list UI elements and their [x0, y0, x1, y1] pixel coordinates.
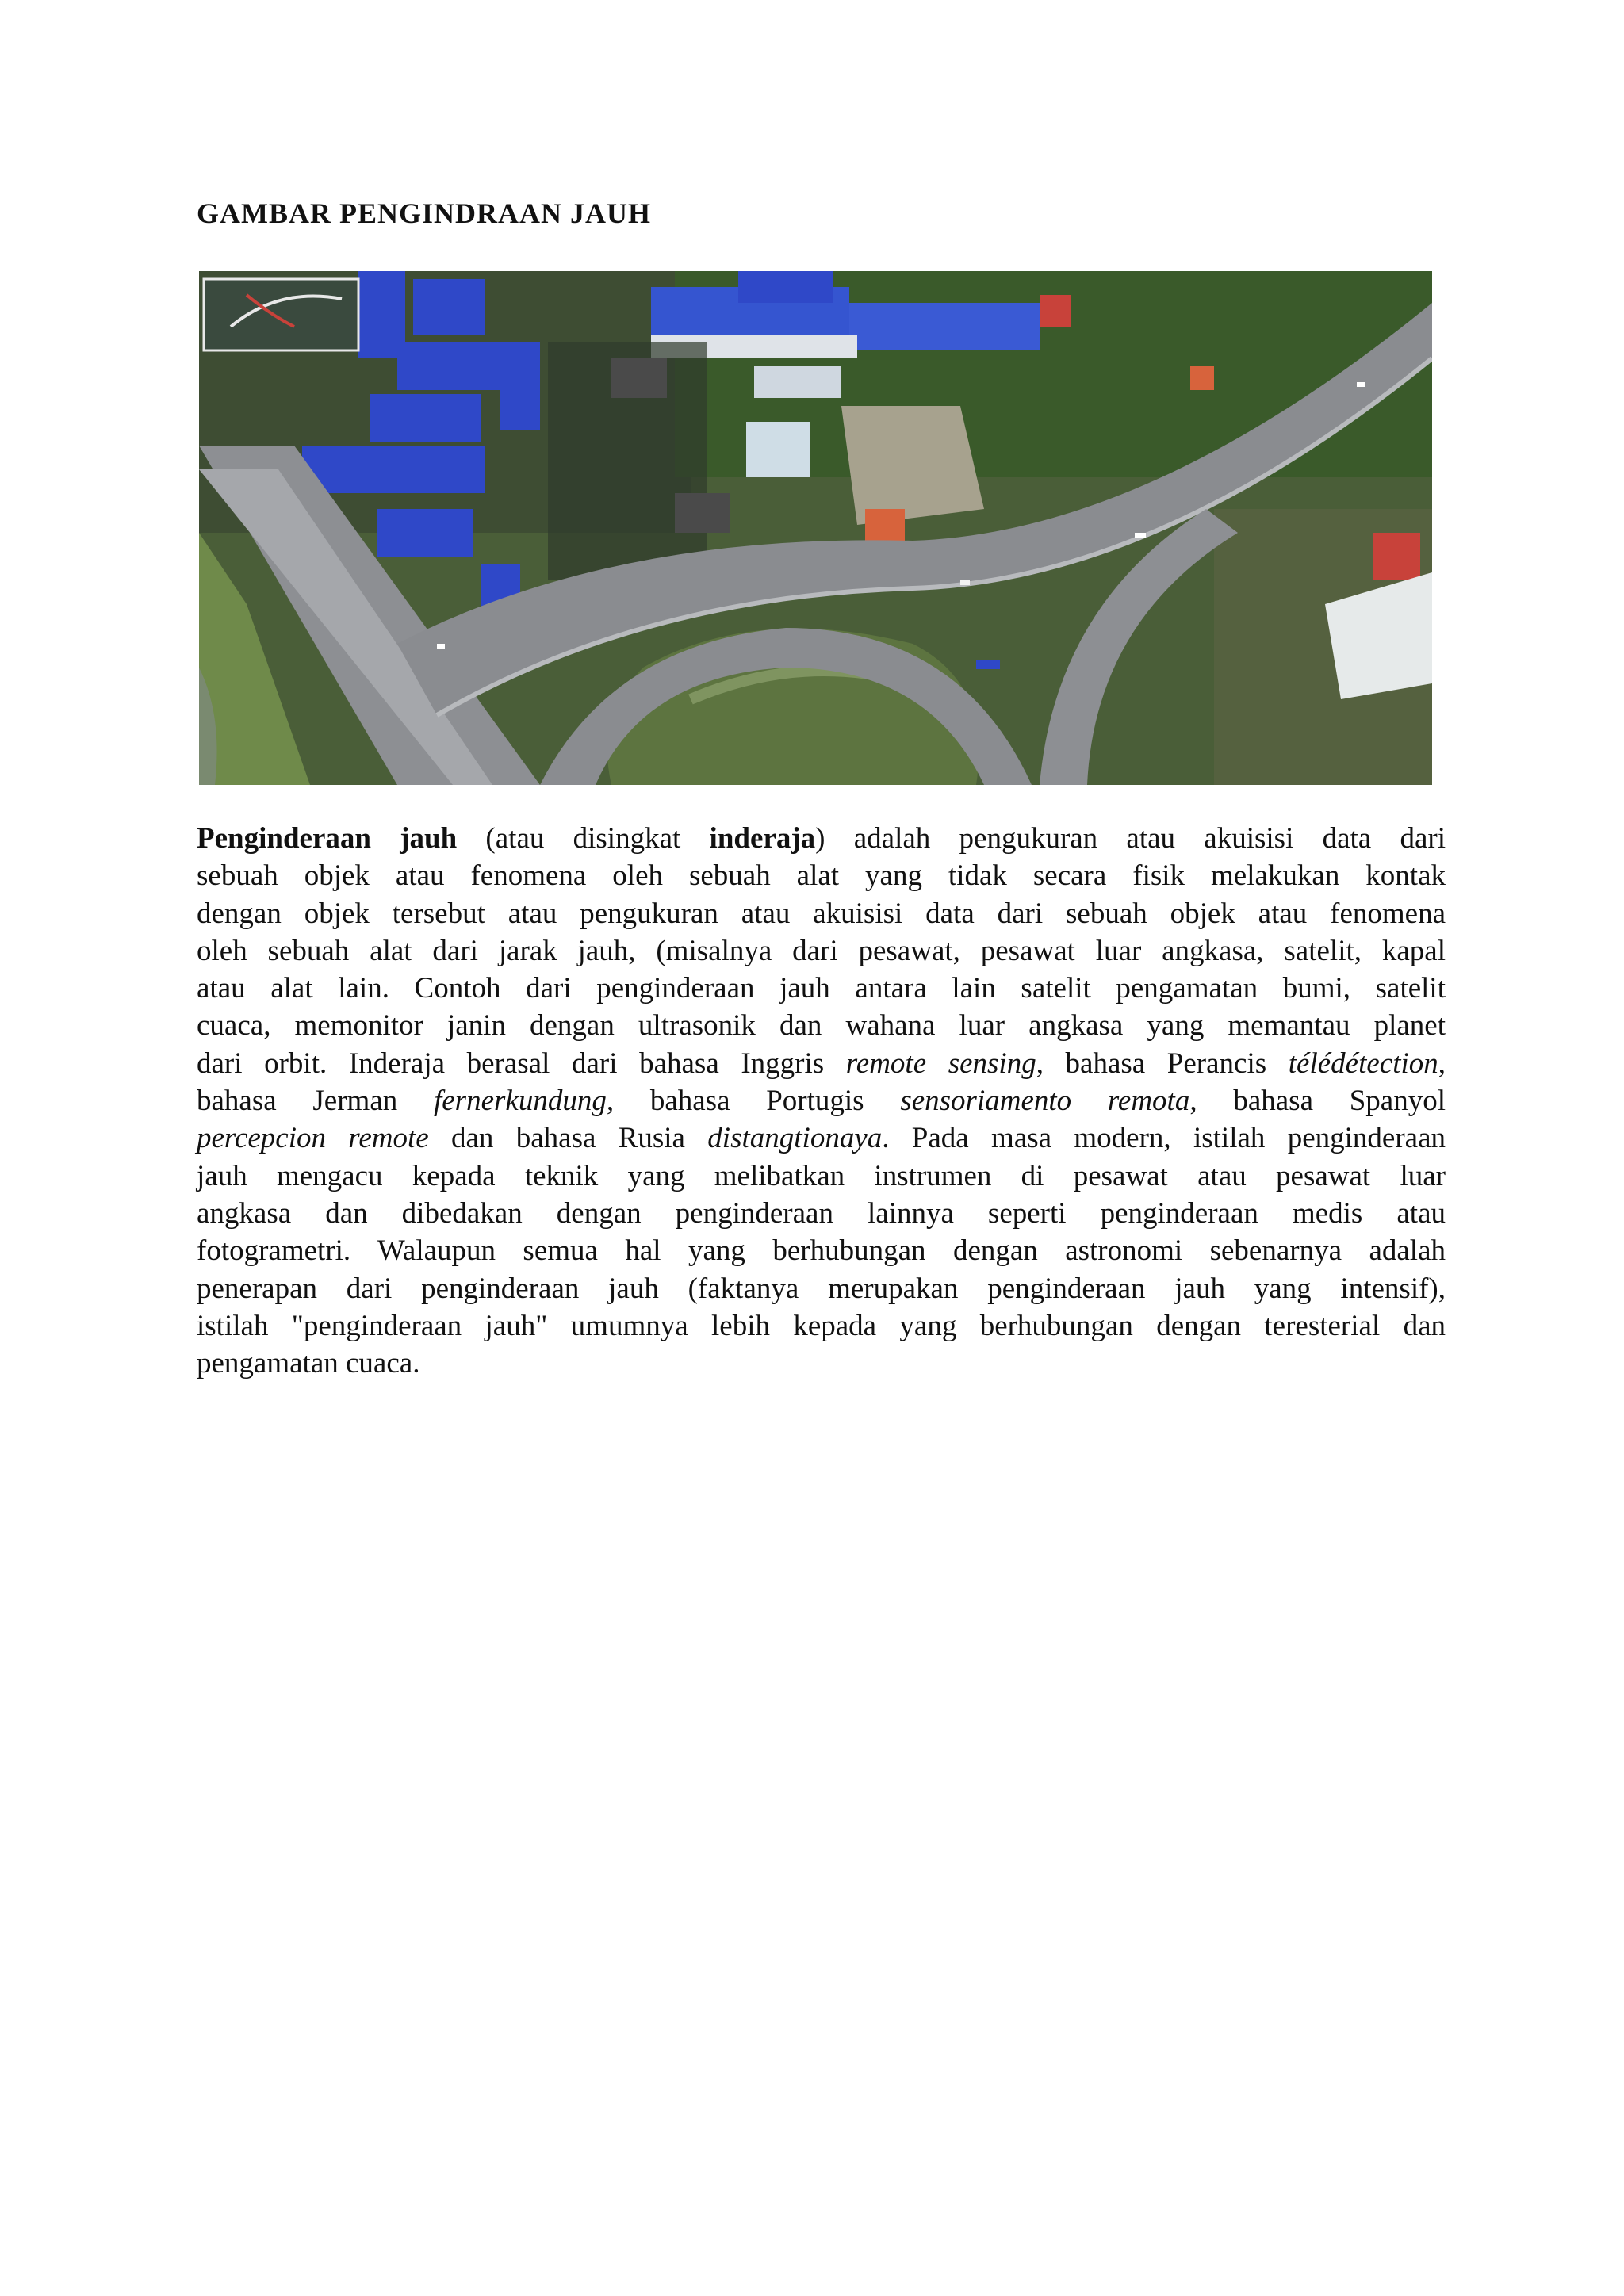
paragraph-line — [197, 1307, 1446, 1345]
italic-term: fernerkundung — [433, 1085, 607, 1118]
text-run: penerapan dari penginderaan jauh (faktanya merupakan penginderaan jauh yang intensif), — [197, 1272, 1446, 1305]
text-run: sebuah objek atau fenomena oleh sebuah alat yang tidak secara fisik melakukan kontak — [197, 859, 1446, 893]
paragraph-line — [197, 820, 1446, 857]
text-run: angkasa dan dibedakan dengan penginderaan lainnya seperti penginderaan medis atau — [197, 1196, 1446, 1230]
text-run: , — [1438, 1047, 1446, 1080]
text-run: dari orbit. Inderaja berasal dari bahasa Inggris — [197, 1047, 846, 1080]
text-run: atau alat lain. Contoh dari penginderaan jauh antara lain satelit pengamatan bumi, satelit — [197, 972, 1446, 1005]
italic-term: distangtionaya — [707, 1122, 883, 1155]
italic-term: remote sensing — [845, 1047, 1036, 1080]
paragraph-line — [197, 1345, 1446, 1382]
paragraph-line — [197, 1082, 1446, 1119]
body-paragraph — [197, 820, 1446, 1382]
text-run: dengan objek tersebut atau pengukuran atau akuisisi data dari sebuah objek atau fenomena — [197, 897, 1446, 930]
italic-term: sensoriamento remota — [900, 1085, 1190, 1118]
paragraph-line — [197, 1195, 1446, 1232]
text-run: , bahasa Perancis — [1036, 1047, 1289, 1080]
paragraph-line — [197, 1270, 1446, 1307]
bold-term: inderaja — [709, 822, 816, 855]
text-run: . Pada masa modern, istilah penginderaan — [882, 1122, 1446, 1155]
text-run: oleh sebuah alat dari jarak jauh, (misalnya dari pesawat, pesawat luar angkasa, satelit, kapal — [197, 934, 1446, 967]
italic-term: télédétection — [1288, 1047, 1438, 1080]
text-run: pengamatan cuaca. — [197, 1347, 420, 1380]
paragraph-line — [197, 932, 1446, 970]
text-run: , bahasa Spanyol — [1189, 1085, 1446, 1118]
bold-term: Penginderaan jauh — [197, 822, 458, 855]
paragraph-line — [197, 1119, 1446, 1157]
text-run: ) adalah pengukuran atau akuisisi data dari — [815, 822, 1446, 855]
text-run: cuaca, memonitor janin dengan ultrasonik dan wahana luar angkasa yang memantau planet — [197, 1009, 1446, 1043]
text-run: (atau disingkat — [457, 822, 710, 855]
paragraph-line — [197, 1007, 1446, 1044]
paragraph-line — [197, 1158, 1446, 1195]
paragraph-line — [197, 1232, 1446, 1269]
aerial-photo-illustration — [199, 271, 1432, 785]
inset-map-box — [204, 279, 358, 350]
text-run: , bahasa Portugis — [606, 1085, 901, 1118]
aerial-photo — [199, 271, 1432, 785]
paragraph-line — [197, 857, 1446, 894]
italic-term: percepcion remote — [197, 1122, 429, 1155]
text-run: fotogrametri. Walaupun semua hal yang berhubungan dengan astronomi sebenarnya adalah — [197, 1234, 1446, 1268]
paragraph-line — [197, 895, 1446, 932]
text-run: jauh mengacu kepada teknik yang melibatkan instrumen di pesawat atau pesawat luar — [197, 1159, 1446, 1192]
text-run: bahasa Jerman — [197, 1085, 434, 1118]
text-run: istilah "penginderaan jauh" umumnya lebih kepada yang berhubungan dengan teresterial dan — [197, 1309, 1446, 1342]
text-run: dan bahasa Rusia — [428, 1122, 708, 1155]
paragraph-line — [197, 1045, 1446, 1082]
paragraph-line — [197, 970, 1446, 1007]
page-title: GAMBAR PENGINDRAAN JAUH — [197, 197, 651, 229]
